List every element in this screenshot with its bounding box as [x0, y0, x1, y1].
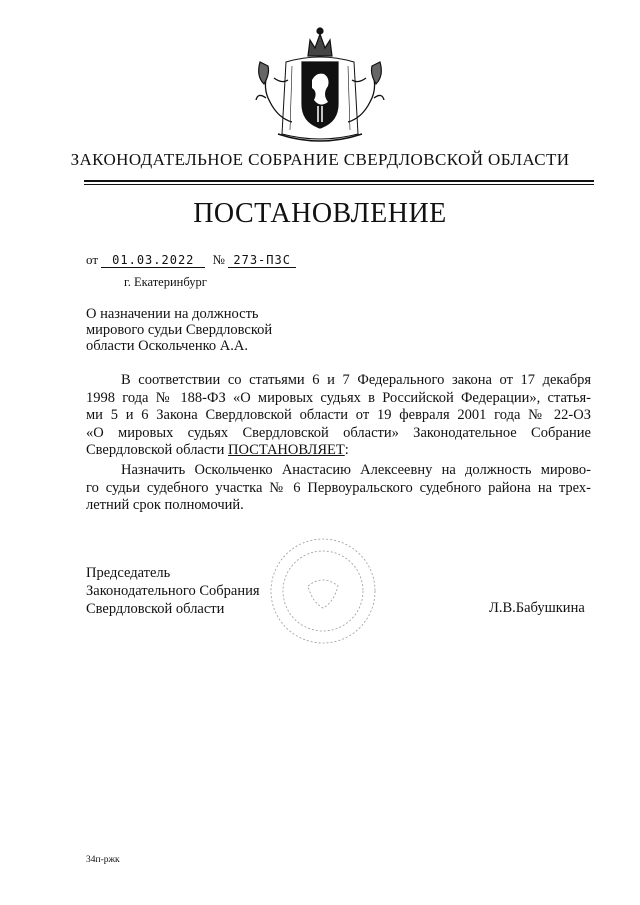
signature-position-line: Свердловской области — [86, 601, 225, 617]
subject-line: О назначении на должность — [86, 306, 259, 322]
sverdlovsk-coat-of-arms-icon — [248, 22, 392, 148]
paragraph-line: В соответствии со статьями 6 и 7 Федерального закона от 17 декабря — [121, 372, 591, 388]
footer-code: 34п-ржк — [86, 855, 120, 865]
signature-position-line: Председатель — [86, 565, 171, 581]
paragraph-line: летний срок полномочий. — [86, 497, 244, 513]
paragraph-line: го судьи судебного участка № 6 Первоуральского судебного района на трех- — [86, 479, 591, 496]
body-paragraph-2 — [86, 462, 591, 515]
organization-name: ЗАКОНОДАТЕЛЬНОЕ СОБРАНИЕ СВЕРДЛОВСКОЙ ОБЛАСТИ — [70, 150, 570, 169]
paragraph-line — [86, 442, 591, 460]
resolution-lead-text: Свердловской области — [86, 442, 229, 458]
signature-position-line: Законодательного Собрания — [86, 583, 260, 599]
paragraph-line: ми 5 и 6 Закона Свердловской области от 19 февраля 2001 года № 22-ОЗ — [86, 407, 591, 423]
header-divider-thick — [84, 180, 594, 182]
resolution-colon: : — [344, 442, 349, 458]
subject-block — [86, 306, 326, 354]
document-number: 273-ПЗС — [228, 253, 296, 268]
date-prefix: от — [86, 252, 99, 267]
document-date-number-row — [86, 252, 296, 268]
body-paragraph-1 — [86, 372, 591, 460]
signature-position — [86, 564, 260, 618]
subject-line: области Оскольченко А.А. — [86, 338, 248, 354]
paragraph-line: 1998 года № 188-ФЗ «О мировых судьях в Российской Федерации», статья- — [86, 389, 591, 406]
document-title: ПОСТАНОВЛЕНИЕ — [193, 198, 447, 229]
city: г. Екатеринбург — [124, 275, 207, 289]
document-date: 01.03.2022 — [101, 253, 205, 268]
header-divider-thin — [84, 184, 594, 185]
subject-line: мирового судьи Свердловской — [86, 322, 273, 338]
seal-stamp-icon — [268, 536, 378, 646]
paragraph-line: «О мировых судьях Свердловской области» Законодательное Собрание — [86, 424, 591, 441]
paragraph-line: Назначить Оскольченко Анастасию Алексеевну на должность мирово- — [121, 462, 591, 478]
number-prefix: № — [212, 252, 225, 267]
signer-name: Л.В.Бабушкина — [489, 600, 585, 616]
resolution-keyword: ПОСТАНОВЛЯЕТ — [228, 442, 345, 458]
